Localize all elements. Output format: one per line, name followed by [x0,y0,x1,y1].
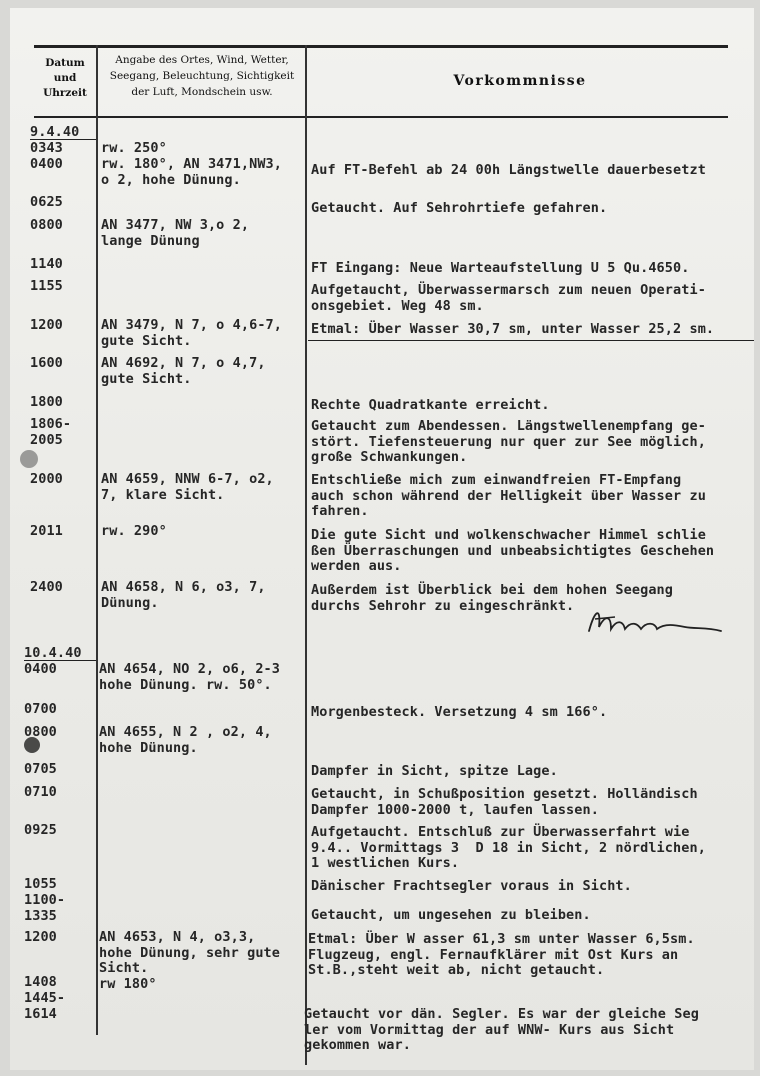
entry-time: 1445- 1614 [24,990,66,1022]
entry-time: 1155 [30,278,63,294]
entry-time: 0625 [30,194,63,210]
entry-event: Getaucht zum Abendessen. Längstwellenempfang ge- stört. Tiefensteuerung nur quer zur See möglich, große Schwankungen. [311,418,706,465]
entry-time: 0400 [30,156,63,172]
entry-place: AN 4658, N 6, o3, 7, Dünung. [101,579,266,611]
entry-time: 1600 [30,355,63,371]
entry-time: 1408 [24,974,57,990]
entry-event: Aufgetaucht, Überwassermarsch zum neuen Operati- onsgebiet. Weg 48 sm. [311,282,706,314]
entry-place: rw. 180°, AN 3471,NW3, o 2, hohe Dünung. [101,156,283,188]
entry-time: 10.4.40 [24,645,82,661]
entry-time: 0705 [24,761,57,777]
entry-time: 2000 [30,471,63,487]
entry-place: AN 4659, NNW 6-7, o2, 7, klare Sicht. [101,471,274,503]
entry-event: Dänischer Frachtsegler voraus in Sicht. [311,878,632,894]
table-top-rule [34,45,728,48]
entry-place: AN 4653, N 4, o3,3, hohe Dünung, sehr gute Sicht. [99,929,281,976]
header-bottom-rule [34,116,728,118]
column-divider-2 [305,45,307,1065]
signature [585,605,725,641]
entry-event: Morgenbesteck. Versetzung 4 sm 166°. [311,704,608,720]
entry-time: 0925 [24,822,57,838]
entry-event: Aufgetaucht. Entschluß zur Überwasserfahrt wie 9.4.. Vormittags 3 D 18 in Sicht, 2 nördlichen, 1 westlichen Kurs. [311,824,706,871]
column-divider-1 [96,45,98,1035]
entry-event: Etmal: Über W asser 61,3 sm unter Wasser 6,5sm. Flugzeug, engl. Fernaufklärer mit Ost Kurs an St.B.,steht weit ab, nicht getaucht. [308,931,695,978]
entry-time: 0343 [30,140,63,156]
entry-place: AN 3479, N 7, o 4,6-7, gute Sicht. [101,317,283,349]
entry-time: 1140 [30,256,63,272]
header-datum: Datum und Uhrzeit [43,57,87,99]
entry-event: Etmal: Über Wasser 30,7 sm, unter Wasser 25,2 sm. [311,321,715,337]
entry-time: 1806- 2005 [30,416,72,448]
entry-event: Getaucht. Auf Sehrohrtiefe gefahren. [311,200,608,216]
entry-time: 0700 [24,701,57,717]
entry-time: 1055 [24,876,57,892]
entry-time: 0800 [30,217,63,233]
entry-time: 2011 [30,523,63,539]
entry-event: Rechte Quadratkante erreicht. [311,397,550,413]
header-angabe: Angabe des Ortes, Wind, Wetter, Seegang, Beleuchtung, Sichtigkeit der Luft, Mondschein usw. [109,54,295,98]
entry-event: Getaucht, in Schußposition gesetzt. Holländisch Dampfer 1000-2000 t, laufen lassen. [311,786,698,818]
entry-event: Getaucht, um ungesehen zu bleiben. [311,907,591,923]
entry-place: AN 4692, N 7, o 4,7, gute Sicht. [101,355,266,387]
entry-time: 0400 [24,661,57,677]
entry-time: 1200 [30,317,63,333]
entry-event: Dampfer in Sicht, spitze Lage. [311,763,558,779]
entry-place: rw. 250° [101,140,167,156]
entry-place: rw. 290° [101,523,167,539]
entry-place: rw 180° [99,976,157,992]
entry-event: Getaucht vor dän. Segler. Es war der gleiche Seg ler vom Vormittag der auf WNW- Kurs aus Sicht gekommen war. [304,1006,699,1053]
entry-event: Die gute Sicht und wolkenschwacher Himmel schlie ßen Überraschungen und unbeabsichtigtes Geschehen werden aus. [311,527,715,574]
entry-place: AN 4655, N 2 , o2, 4, hohe Dünung. [99,724,272,756]
entry-time: 9.4.40 [30,124,80,140]
entry-time: 1100- 1335 [24,892,66,924]
entry-place: AN 4654, NO 2, o6, 2-3 hohe Dünung. rw. 50°. [99,661,281,693]
etmal-underline-1 [308,340,754,341]
entry-time: 0800 [24,724,57,740]
punch-hole [20,450,38,468]
entry-event: Entschließe mich zum einwandfreien FT-Empfang auch schon während der Helligkeit über Wasser zu fahren. [311,472,706,519]
entry-time: 2400 [30,579,63,595]
entry-time: 1200 [24,929,57,945]
entry-time: 0710 [24,784,57,800]
entry-time: 1800 [30,394,63,410]
entry-place: AN 3477, NW 3,o 2, lange Dünung [101,217,250,249]
entry-event: Auf FT-Befehl ab 24 00h Längstwelle dauerbesetzt [311,162,706,178]
entry-event: FT Eingang: Neue Warteaufstellung U 5 Qu.4650. [311,260,690,276]
header-vorkommnisse: Vorkommnisse [453,73,587,89]
entry-event: Außerdem ist Überblick bei dem hohen Seegang durchs Sehrohr zu eingeschränkt. [311,582,674,614]
